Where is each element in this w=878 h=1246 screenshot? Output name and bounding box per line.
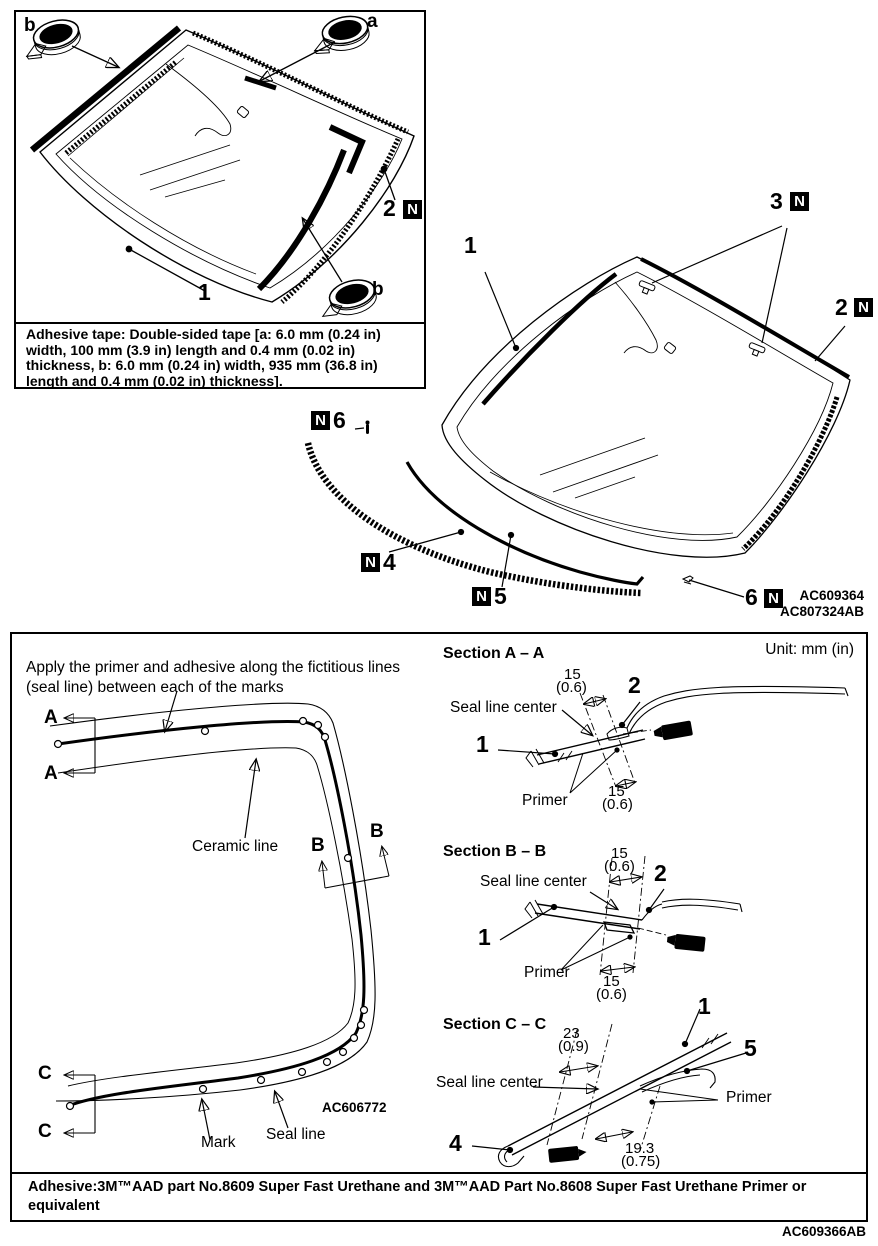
- figure-code-line: AC807324AB: [779, 603, 864, 619]
- section-mark-c: C: [38, 1121, 52, 1142]
- callout-clip: 3: [770, 188, 783, 214]
- section-mark-b: B: [311, 835, 325, 856]
- adhesive-note-line: Adhesive:3M™AAD part No.8609 Super Fast Urethane and 3M™AAD Part No.8608 Super Fast Urethane Primer or: [28, 1179, 807, 1195]
- callout-side-molding: 2: [835, 294, 848, 320]
- instruction-line: Apply the primer and adhesive along the fictitious lines: [26, 659, 400, 676]
- dim-top-mm: 15: [564, 666, 581, 683]
- section-mark-a: A: [44, 763, 58, 784]
- seal-line-center-label: Seal line center: [450, 699, 557, 716]
- figure-code: [780, 588, 864, 619]
- seal-line-panel: [10, 632, 868, 1222]
- dim-top-mm: 15: [611, 845, 628, 862]
- non-reuse-icon: N: [403, 200, 422, 219]
- callout-molding: 2: [654, 860, 667, 886]
- adhesive-tube-icon: [548, 1145, 587, 1163]
- ceramic-line-label: Ceramic line: [192, 838, 279, 855]
- page-figure-code: AC609366AB: [781, 1224, 866, 1239]
- adhesive-tube-icon: [653, 720, 693, 741]
- section-c-title: Section C – C: [443, 1016, 547, 1033]
- primer-label: Primer: [726, 1089, 772, 1106]
- seal-line-center-label: Seal line center: [480, 873, 587, 890]
- dim-top-in: (0.6): [604, 858, 635, 875]
- dim-top-mm: 23: [563, 1025, 580, 1042]
- non-reuse-icon: N: [311, 411, 330, 430]
- dim-top-in: (0.6): [556, 679, 587, 696]
- unit-note: Unit: mm (in): [765, 641, 854, 658]
- callout-glass: 1: [698, 993, 711, 1019]
- callout-glass: 1: [198, 279, 211, 305]
- non-reuse-icon: N: [764, 589, 783, 608]
- figure-code-line: AC609364: [799, 588, 864, 603]
- non-reuse-icon: N: [472, 587, 491, 606]
- section-mark-c: C: [38, 1063, 52, 1084]
- dim-bottom-in: (0.6): [596, 986, 627, 1003]
- mark-label: Mark: [201, 1134, 236, 1151]
- tape-a-label: a: [367, 11, 378, 32]
- tape-b-label: b: [24, 15, 36, 36]
- section-a-title: Section A – A: [443, 645, 545, 662]
- callout-molding: 2: [383, 195, 396, 221]
- instruction-line: (seal line) between each of the marks: [26, 678, 284, 696]
- callout-spacer: 6: [333, 407, 346, 433]
- callout-spacer: 6: [745, 584, 758, 610]
- adhesive-note-line: equivalent: [28, 1198, 100, 1214]
- dim-bottom-mm: 15: [603, 973, 620, 990]
- spacer-icon: [683, 576, 693, 584]
- caption-line: Adhesive tape: Double-sided tape [a: 6.0 mm (0.24 in): [26, 326, 381, 342]
- section-mark-a: A: [44, 707, 58, 728]
- section-b-title: Section B – B: [443, 843, 547, 860]
- primer-instruction: [26, 658, 400, 697]
- non-reuse-icon: N: [361, 553, 380, 572]
- callout-glass: 1: [464, 232, 477, 258]
- windshield-corner-diagram: [50, 691, 389, 1140]
- callout-molding: 2: [628, 672, 641, 698]
- primer-label: Primer: [522, 792, 568, 809]
- seal-line-center-label: Seal line center: [436, 1074, 543, 1091]
- dim-top-in: (0.9): [558, 1038, 589, 1055]
- leader-lines: [355, 226, 845, 597]
- callout-glass: 1: [478, 924, 491, 950]
- primer-label: Primer: [524, 964, 570, 981]
- dim-bottom-mm: 15: [608, 783, 625, 800]
- clip-icon: [747, 342, 766, 358]
- caption-line: width, 100 mm (3.9 in) length and 0.4 mm (0.02 in): [26, 341, 356, 358]
- seal-line-label: Seal line: [266, 1126, 326, 1143]
- dim-bottom-in: (0.6): [602, 796, 633, 813]
- section-mark-b: B: [370, 821, 384, 842]
- non-reuse-icon: N: [790, 192, 809, 211]
- callout-lower-molding: 4: [449, 1130, 462, 1156]
- tape-b-label: b: [372, 279, 384, 300]
- figure-code: AC606772: [322, 1100, 387, 1115]
- callout-center-molding: 5: [744, 1035, 757, 1061]
- non-reuse-icon: N: [854, 298, 873, 317]
- adhesive-note: [12, 1172, 866, 1220]
- caption-line: length and 0.4 mm (0.02 in) thickness].: [26, 372, 283, 389]
- callout-lower-molding: 4: [383, 549, 396, 575]
- dim-bottom-mm: 19.3: [625, 1140, 655, 1157]
- callout-glass: 1: [476, 731, 489, 757]
- dim-bottom-in: (0.75): [621, 1153, 661, 1170]
- callout-center-molding: 5: [494, 583, 507, 609]
- windshield-outline-icon: [442, 257, 850, 557]
- molding-strips-icon: [308, 259, 849, 593]
- caption-line: thickness, b: 6.0 mm (0.24 in) width, 935 mm (36.8 in): [26, 357, 378, 373]
- pin-icon: [366, 421, 370, 435]
- adhesive-tube-icon: [666, 933, 705, 952]
